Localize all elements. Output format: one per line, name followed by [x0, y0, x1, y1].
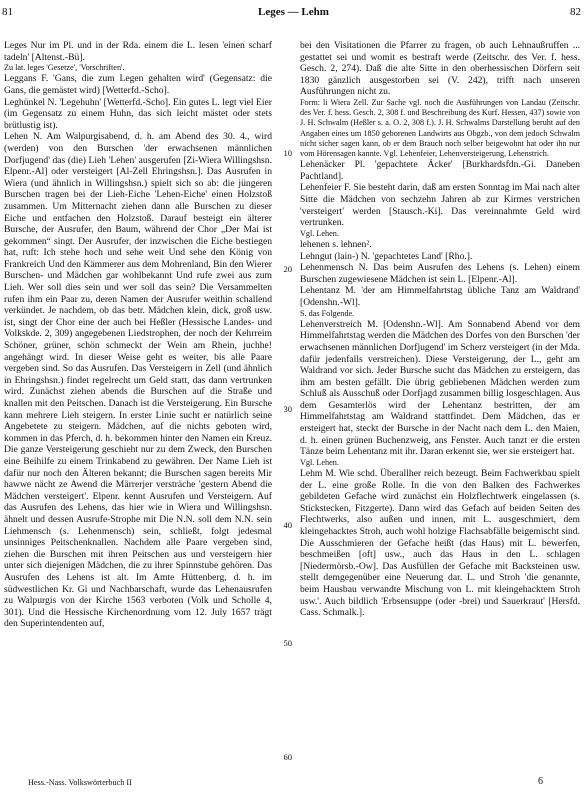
footer-sheet-number: 6	[538, 776, 543, 787]
dictionary-entry: Leges Nur im Pl. und in der Rda. einem die L. lesen 'einen scharf tadeln' [Altenst.-Bü].	[4, 40, 272, 63]
dictionary-entry: Lehenmensch N. Das beim Ausrufen des Lehens (s. Lehen) einem Burschen zugewiesene Mädchen ist sein L. [Elpenr.-Al].	[300, 262, 580, 285]
dictionary-entry: Lehm M. Wie schd. Überallher reich bezeugt. Beim Fachwerkbau spielt der L. eine große Rolle. In die von den Balken des Fachwerkes gebildeten Gefache wird zunächst ein Holzflechtwerk eingelassen (s. Stickstecken, Fitzgerte). Dann wird das Gefach auf beiden Seiten des Flechtwerks, also außen und innen, mit L. ausgeschmiert, dem kleingehacktes Stroh, auch wohl holzige Flachsabfälle beigemischt sind. Die Ausschmieren der Gefache heißt (das Haus) mit L. bewerfen, beschmeißen [oft] usw., auch das Haus in den L. schlagen [Niedermörsb.-Ow]. Das Ausfüllen der Gefache mit Backsteinen usw. stellt demgegenüber eine Neuerung dar. L. und Stroh 'die genannte, beim Hausbau verwandte Mischung von L. mit kleingehacktem Stroh usw.'. Auch bildlich 'Erbsensuppe (oder -brei) und Sauerkraut' [Hersfd. Cass. Schmalk.].	[300, 468, 580, 619]
dictionary-entry: Lehentanz M. 'der am Himmelfahrtstag übliche Tanz am Waldrand' [Odenshn.-Wl].	[300, 285, 580, 308]
dictionary-entry: Vgl. Lehen.	[300, 228, 339, 238]
left-page-number: 81	[2, 6, 13, 18]
dictionary-entry: Form: li Wiera Zell. Zur Sache vgl. noch die Ausführungen von Landau (Zeitschr. des Ver. f. hess. Gesch. 2, 308 f. und Beschreibung des Kurf. Hessen, 437) sowie von J. H. Schwalm (Heßler s. a. O. 2, 308 f.). J. H. Schwalms Darstellung beruht auf den Angaben eines um 1850 geborenen Landwirts aus Obgzb., von dem jedoch Schwalm nicht sicher sagen kann, ob er dem Brauch noch selber beigewohnt hat oder ihn nur vom Hörensagen kannte. Vgl. Lehenfeier, Lehenversteigerung, Lehenstrich.	[300, 97, 580, 158]
dictionary-entry: bei den Visitationen die Pfarrer zu fragen, ob auch Lehnaußruffen ... gestattet sei und womit es bestraft werde (Zeitschr. des Ver. f. hess. Gesch. 2, 274). Daß die alte Sitte in den oberhessischen Dörfern seit 1830 gänzlich ausgestorben sei (V. 242), trifft nach unseren Ausführungen nicht zu.	[300, 40, 580, 98]
dictionary-entry: S. das Folgende.	[300, 308, 355, 318]
running-header	[0, 6, 587, 20]
line-number: 50	[283, 638, 292, 648]
running-title: Leges — Lehm	[258, 6, 329, 18]
left-column	[4, 40, 272, 630]
footer-signature: Hess.-Nass. Volkswörterbuch II	[28, 778, 132, 787]
line-number: 60	[283, 752, 292, 762]
dictionary-entry: Vgl. Lehen.	[300, 457, 339, 467]
dictionary-entry: Lehenfeier F. Sie besteht darin, daß am ersten Sonntag im Mai nach alter Sitte die Mädchen von sechzehn Jahren ab zur Kirmes verstrichen 'versteigert' werden [Stausch.-Ki]. Das vereinnahmte Geld wird vertrunken.	[300, 182, 580, 229]
line-number: 30	[283, 404, 292, 414]
dictionary-entry: Lehenverstreich M. [Odenshn.-Wl]. Am Sonnabend Abend vor dem Himmelfahrtstag werden die Mädchen des Dorfes von den Burschen 'der erwachsenen männlichen Dorfjugend' im Scherz versteigert (in der Mda. dafür jedenfalls verstreichen). Diese Versteigerung, der L., geht am Waldrand vor sich. Jeder Bursche sucht das Mädchen zu ersteigern, das ihm am besten gefällt. Die übrig gebliebenen Mädchen werden zum Schluß als Ausschuß oder Dorfjagd zusammen billig losgeschlagen. Aus dem Gesamterlös wird der Lehentanz bestritten, der am Himmelfahrtstag am Waldrand stattfindet. Dem Mädchen, das er ersteigert hat, steckt der Bursche in der Nacht nach dem L. den Maien, d. h. einen grünen Buchenzweig, ans Fenster. Auch tanzt er die ersten Tänze beim Lehentanz mit ihr. Daran erkennt sie, wer sie ersteigert hat.	[300, 318, 580, 458]
line-number: 40	[283, 520, 292, 530]
dictionary-entry: Lehen N. Am Walpurgisabend, d. h. am Abend des 30. 4., wird (werden) von den Burschen 'der erwachsenen männlichen Dorfjugend' das (die) Lieh 'Lehen' ausgerufen [Zi-Wiera Willingshsn. Elpenr.-Al] oder versteigert [Al-Zell Ehringshsn.]. Das Ausrufen in Wiera (und ähnlich in Willingshsn.) spielt sich so ab: die jüngeren Burschen tragen bei der Lieh-Eiche 'Lehen-Eiche' einen Holzstoß zusammen. Um Mitternacht ziehen dann alle Burschen zu dieser Eiche und entfachen den Holzstoß. Darauf besteigt ein älterer Bursche, der Ausrufer, den Baum, während der Chor „Der Mai ist gekommen“ singt. Der Ausrufer, der inzwischen die Eiche bestiegen hat, ruft: Ich stehe hoch und sehe weit Und sehe den König von Frankreich Und den Kämmerer aus dem Mohrenland, Bin den Wierer Burschen- und Mädchen gar wohlbekannt Und rufe zwei aus zum Lieh. Wer soll dies sein und wer soll das sein? Die Versammelten rufen ihm ein Paar zu, deren Namen der Ausrufer weithin schallend verkündet. Je nachdem, ob das betr. Mädchen klein, dick, groß usw. ist, singt der Chor eine der auch bei Heßler (Hessische Landes- und Volkskde. 2, 309) angegebenen Liedstrophen, der noch der Kehrreim Schöner, grüner, schön schmeckt der Wein am Rhein, juchhe! angehängt wird. In dieser Weise geht es weiter, bis alle Paare vergeben sind. So das Ausrufen. Das Versteigern in Zell (und ähnlich in Ehringshsn.) findet regelrecht um Geld statt, das dann vertrunken wird. Zunächst ziehen abends die Burschen auf die Straße und knallen mit den Peitschen. Danach ist die Versteigerung. Ein Bursche kann mehrere Lieh steigern. In erster Linie sucht er natürlich seine Angebetete zu steigern. Mädchen, auf die nichts geboten wird, kommen in das Pferch, d. h. bekommen hinter den Namen ein Kreuz. Die ganze Versteigerung geschieht nur zu dem Zweck, den Burschen eine Beihilfe zu einem Trinkabend zu gewähren. Der Name Lieh ist dafür nur noch den Älteren bekannt; die Burschen sagen bereits Mir hawwe nächt ze Awend die Märrerjer versträche 'gestern Abend die Mädchen versteigert'. Elpenr. kennt Ausrufen und Versteigern. Auf das Ausrufen des Lehens, das hier wie in Wiera und Willingshsn. ähnelt und dessen Ausrufe-Strophe mit Die N.N. soll dem N.N. sein Liehmensch (s. Lehenmensch) sein, schließt, folgt jedesmal unsinniges Peitschenknallen. Nachdem alle Paare vergeben sind, ziehen die Burschen mit ihren Peitschen aus und versteigern hier unter sich diejenigen Mädchen, die zu ihrer Spinnstube gehören. Das Ausrufen des Lehens ist alt. Im Amte Hüttenberg, d. h. im südwestlichen Kr. Gi und Nachbarschaft, wurde das Lehenausrufen zu Walpurgis von der Kirche 1563 verboten (Volk und Scholle 4, 301). Und die Hessische Kirchenordnung vom 12. July 1657 trägt den Superintendenten auf,	[4, 131, 272, 630]
dictionary-entry: Lehenäcker Pl. 'gepachtete Äcker' [Burkhardsfdn.-Gi. Daneben Pachtland].	[300, 159, 580, 182]
dictionary-entry: Lehngut (lain-) N. 'gepachtetes Land' [Rho.].	[300, 250, 473, 262]
dictionary-entry: Zu lat. leges 'Gesetze', 'Vorschriften'.	[4, 63, 125, 73]
dictionary-entry: lehenen s. lehnen².	[300, 238, 372, 250]
right-column	[300, 40, 580, 619]
right-page-number: 82	[570, 6, 581, 18]
dictionary-entry: Leghünkel N. 'Legehuhn' [Wetterfd.-Scho]. Ein gutes L. legt viel Eier (im Gegensatz zu einem Huhn, das sich leicht mästet oder stets brütlustig ist).	[4, 96, 272, 131]
line-number: 10	[283, 148, 292, 158]
dictionary-entry: Leggans F. 'Gans, die zum Legen gehalten wird' (Gegensatz: die Gans, die gemästet wird) [Wetterfd.-Scho].	[4, 73, 272, 96]
line-number: 20	[283, 264, 292, 274]
